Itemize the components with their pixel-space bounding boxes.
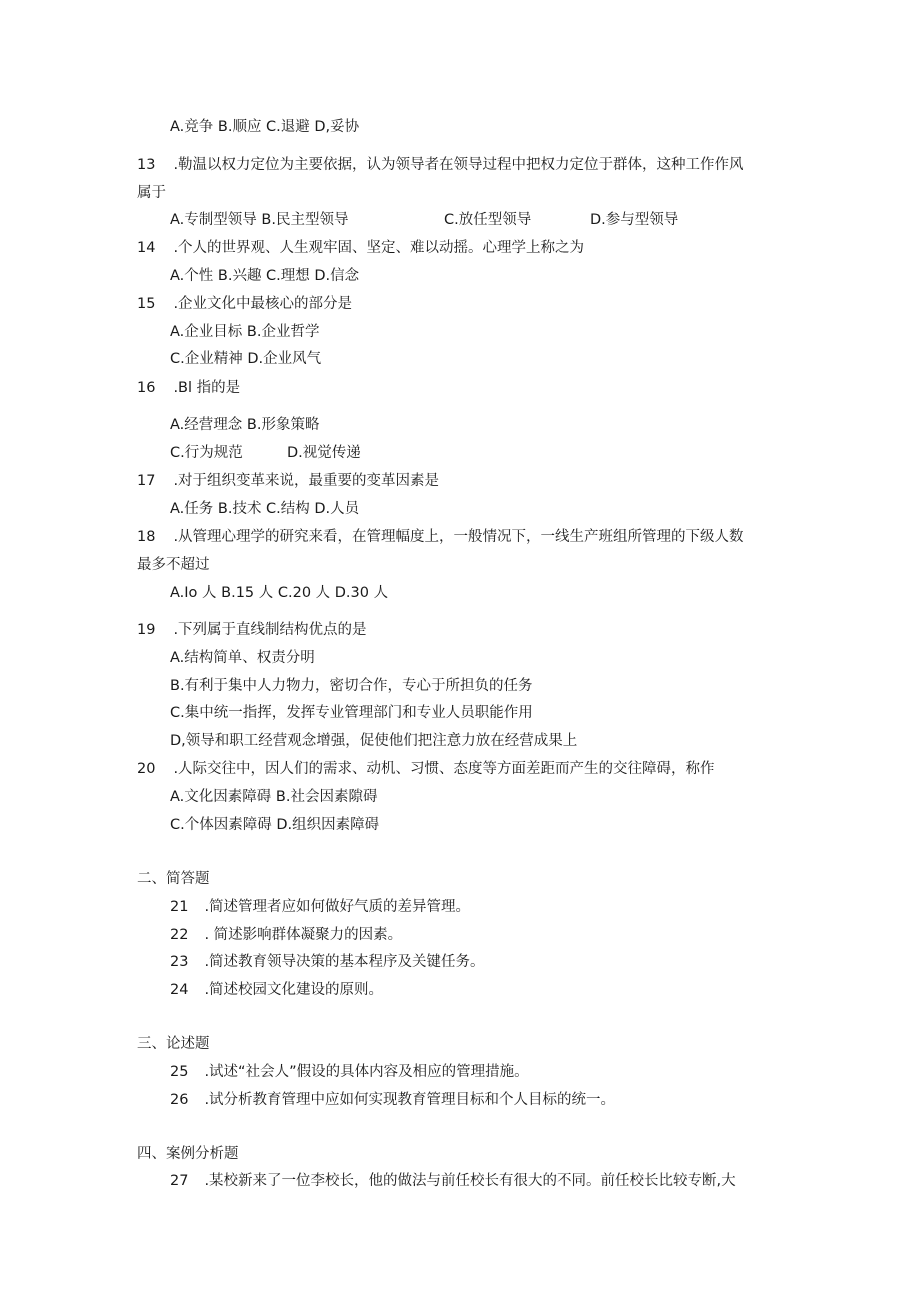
q13-option-ab: A.专制型领导 B.民主型领导 xyxy=(170,212,349,228)
q19-text: .下列属于直线制结构优点的是 xyxy=(173,622,367,638)
q15-options-line2: C.企业精神 D.企业风气 xyxy=(170,351,322,367)
q13-text: .勒温以权力定位为主要依据，认为领导者在领导过程中把权力定位于群体，这种工作作风 xyxy=(173,157,744,173)
q19-option-a: A.结构简单、权责分明 xyxy=(170,650,315,666)
section4-title: 四、案例分析题 xyxy=(137,1146,239,1162)
q14-number: 14 xyxy=(137,240,156,256)
q13-option-c: C.放任型领导 xyxy=(444,212,532,228)
q14-options: A.个性 B.兴趣 C.理想 D.信念 xyxy=(170,268,360,284)
q17-options: A.任务 B.技术 C.结构 D.人员 xyxy=(170,501,360,517)
q18-stem-line2: 最多不超过 xyxy=(137,557,210,573)
q17-number: 17 xyxy=(137,473,156,489)
q18-number: 18 xyxy=(137,529,156,545)
q13-stem-line1 xyxy=(137,155,744,175)
q23-text: .简述教育领导决策的基本程序及关键任务。 xyxy=(204,954,485,970)
q16-stem xyxy=(137,378,240,398)
q19-stem xyxy=(137,620,367,640)
q24-item xyxy=(170,980,383,1000)
q16-text: .Bl 指的是 xyxy=(173,380,241,396)
q20-stem xyxy=(137,759,715,779)
q13-option-d: D.参与型领导 xyxy=(590,212,679,228)
q25-number: 25 xyxy=(170,1064,189,1080)
q20-options-line1: A.文化因素障碍 B.社会因素隙碍 xyxy=(170,789,378,805)
q24-number: 24 xyxy=(170,982,189,998)
q27-item xyxy=(170,1171,736,1191)
q18-options: A.Io 人 B.15 人 C.20 人 D.30 人 xyxy=(170,585,389,601)
q25-text: .试述“社会人”假设的具体内容及相应的管理措施。 xyxy=(204,1064,529,1080)
q12-options: A.竞争 B.顺应 C.退避 D,妥协 xyxy=(170,119,360,135)
q20-options-line2: C.个体因素障碍 D.组织因素障碍 xyxy=(170,817,380,833)
q17-text: .对于组织变革来说，最重要的变革因素是 xyxy=(173,473,440,489)
q27-number: 27 xyxy=(170,1173,189,1189)
q25-item xyxy=(170,1062,529,1082)
q26-item xyxy=(170,1090,615,1110)
q15-stem xyxy=(137,294,352,314)
q22-number: 22 xyxy=(170,927,189,943)
q16-number: 16 xyxy=(137,380,156,396)
q14-text: .个人的世界观、人生观牢固、坚定、难以动摇。心理学上称之为 xyxy=(173,240,585,256)
q27-text: .某校新来了一位李校长，他的做法与前任校长有很大的不同。前任校长比较专断,大 xyxy=(204,1173,736,1189)
q21-item xyxy=(170,897,470,917)
q16-option-c: C.行为规范 xyxy=(170,445,243,461)
q15-options-line1: A.企业目标 B.企业哲学 xyxy=(170,324,320,340)
q16-options-line1: A.经营理念 B.形象策略 xyxy=(170,417,320,433)
q15-text: .企业文化中最核心的部分是 xyxy=(173,296,353,312)
q14-stem xyxy=(137,238,584,258)
q21-text: .简述管理者应如何做好气质的差异管理。 xyxy=(204,899,471,915)
q24-text: .简述校园文化建设的原则。 xyxy=(204,982,384,998)
q18-stem-line1 xyxy=(137,527,744,547)
q26-number: 26 xyxy=(170,1092,189,1108)
q22-item xyxy=(170,925,402,945)
q22-text: . 简述影响群体凝聚力的因素。 xyxy=(204,927,403,943)
q19-number: 19 xyxy=(137,622,156,638)
q16-option-d: D.视觉传递 xyxy=(287,445,361,461)
q13-number: 13 xyxy=(137,157,156,173)
q18-text: .从管理心理学的研究来看，在管理幅度上，一般情况下，一线生产班组所管理的下级人数 xyxy=(173,529,744,545)
q15-number: 15 xyxy=(137,296,156,312)
q17-stem xyxy=(137,471,439,491)
q19-option-b: B.有利于集中人力物力，密切合作，专心于所担负的任务 xyxy=(170,678,533,694)
q20-text: .人际交往中，因人们的需求、动机、习惯、态度等方面差距而产生的交往障碍，称作 xyxy=(173,761,715,777)
q20-number: 20 xyxy=(137,761,156,777)
q13-stem-line2: 属于 xyxy=(137,185,166,201)
q19-option-c: C.集中统一指挥，发挥专业管理部门和专业人员职能作用 xyxy=(170,705,533,721)
q23-number: 23 xyxy=(170,954,189,970)
q26-text: .试分析教育管理中应如何实现教育管理目标和个人目标的统一。 xyxy=(204,1092,616,1108)
section3-title: 三、论述题 xyxy=(137,1036,210,1052)
q23-item xyxy=(170,952,485,972)
section2-title: 二、简答题 xyxy=(137,871,210,887)
q21-number: 21 xyxy=(170,899,189,915)
q19-option-d: D,领导和职工经营观念增强，促使他们把注意力放在经营成果上 xyxy=(170,733,578,749)
